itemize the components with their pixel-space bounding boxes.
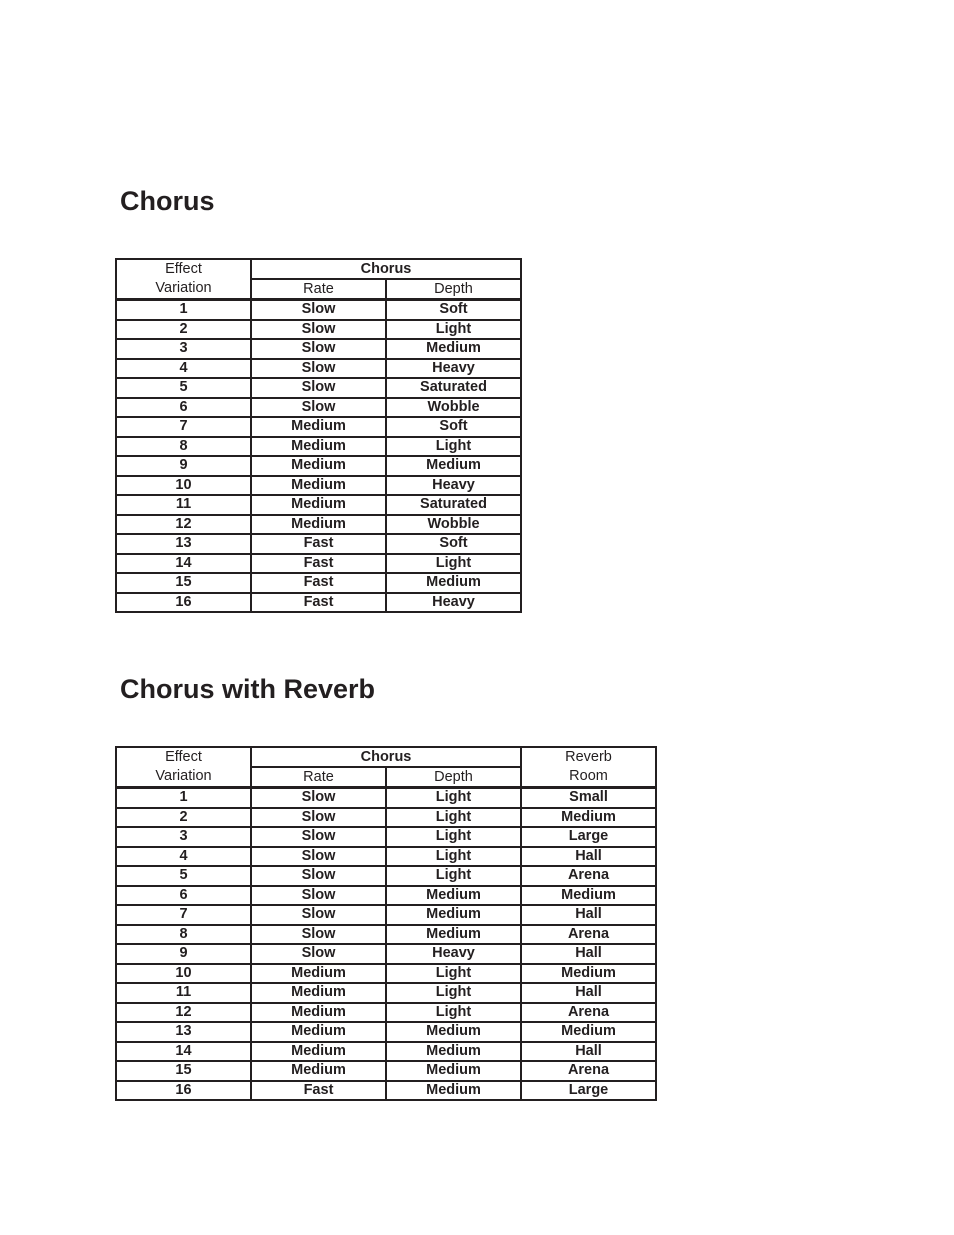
effect-variation-cell: 12: [116, 1003, 251, 1023]
depth-cell: Soft: [386, 300, 521, 320]
chorus-group-header: Chorus: [251, 259, 521, 279]
rate-cell: Slow: [251, 788, 386, 808]
chorus-table-body: [116, 300, 521, 613]
depth-header: Depth: [386, 279, 521, 300]
effect-variation-cell: 2: [116, 808, 251, 828]
depth-cell: Medium: [386, 1022, 521, 1042]
effect-variation-cell: 14: [116, 1042, 251, 1062]
table-row: [116, 437, 521, 457]
effect-variation-cell: 4: [116, 359, 251, 379]
chorus-reverb-section-title: Chorus with Reverb: [120, 674, 376, 704]
effect-variation-cell: 8: [116, 925, 251, 945]
effect-variation-cell: 6: [116, 886, 251, 906]
reverb-header-line2: Room: [521, 767, 656, 788]
rate-cell: Slow: [251, 398, 386, 418]
effect-variation-cell: 15: [116, 1061, 251, 1081]
table-row: [116, 964, 656, 984]
effect-variation-cell: 1: [116, 300, 251, 320]
effect-variation-cell: 3: [116, 339, 251, 359]
table-row: [116, 495, 521, 515]
reverb-room-cell: Large: [521, 1081, 656, 1101]
effect-variation-cell: 11: [116, 495, 251, 515]
depth-cell: Medium: [386, 1061, 521, 1081]
chorus-reverb-table: [115, 746, 657, 1101]
depth-cell: Saturated: [386, 378, 521, 398]
reverb-room-cell: Large: [521, 827, 656, 847]
rate-cell: Medium: [251, 983, 386, 1003]
table-row: [116, 320, 521, 340]
effect-variation-cell: 15: [116, 573, 251, 593]
depth-cell: Medium: [386, 886, 521, 906]
rate-cell: Slow: [251, 320, 386, 340]
effect-variation-cell: 2: [116, 320, 251, 340]
chorus-reverb-table-body: [116, 788, 656, 1101]
depth-cell: Medium: [386, 905, 521, 925]
rate-cell: Medium: [251, 417, 386, 437]
depth-cell: Medium: [386, 925, 521, 945]
table-row: [116, 456, 521, 476]
reverb-room-cell: Small: [521, 788, 656, 808]
depth-cell: Light: [386, 827, 521, 847]
effect-variation-cell: 10: [116, 476, 251, 496]
rate-cell: Fast: [251, 554, 386, 574]
effect-variation-cell: 8: [116, 437, 251, 457]
depth-cell: Medium: [386, 456, 521, 476]
rate-cell: Fast: [251, 1081, 386, 1101]
rate-cell: Fast: [251, 534, 386, 554]
reverb-room-cell: Arena: [521, 1003, 656, 1023]
depth-cell: Soft: [386, 417, 521, 437]
rate-cell: Medium: [251, 437, 386, 457]
reverb-room-cell: Medium: [521, 1022, 656, 1042]
depth-cell: Light: [386, 554, 521, 574]
rate-cell: Slow: [251, 944, 386, 964]
depth-cell: Light: [386, 983, 521, 1003]
table-row: [116, 827, 656, 847]
effect-variation-cell: 13: [116, 534, 251, 554]
rate-cell: Slow: [251, 808, 386, 828]
depth-cell: Medium: [386, 1081, 521, 1101]
table-row: [116, 1003, 656, 1023]
rate-cell: Fast: [251, 573, 386, 593]
effect-variation-cell: 14: [116, 554, 251, 574]
depth-header: Depth: [386, 767, 521, 788]
table-row: [116, 359, 521, 379]
depth-cell: Heavy: [386, 476, 521, 496]
table-row: [116, 593, 521, 613]
reverb-room-cell: Hall: [521, 847, 656, 867]
reverb-room-cell: Hall: [521, 983, 656, 1003]
table-row: [116, 866, 656, 886]
effect-variation-cell: 7: [116, 417, 251, 437]
depth-cell: Medium: [386, 339, 521, 359]
table-row: [116, 983, 656, 1003]
rate-cell: Medium: [251, 964, 386, 984]
rate-cell: Medium: [251, 1061, 386, 1081]
rate-cell: Medium: [251, 1003, 386, 1023]
effect-variation-cell: 4: [116, 847, 251, 867]
rate-cell: Medium: [251, 495, 386, 515]
depth-cell: Light: [386, 788, 521, 808]
rate-cell: Medium: [251, 456, 386, 476]
table-row: [116, 905, 656, 925]
reverb-room-cell: Arena: [521, 866, 656, 886]
effect-header-line2: Variation: [116, 767, 251, 788]
table-row: [116, 300, 521, 320]
depth-cell: Light: [386, 964, 521, 984]
effect-variation-cell: 3: [116, 827, 251, 847]
effect-variation-cell: 1: [116, 788, 251, 808]
chorus-table: [115, 258, 522, 613]
table-row: [116, 1081, 656, 1101]
table-row: [116, 476, 521, 496]
reverb-room-cell: Medium: [521, 964, 656, 984]
depth-cell: Light: [386, 437, 521, 457]
rate-cell: Medium: [251, 476, 386, 496]
table-row: [116, 515, 521, 535]
effect-variation-cell: 16: [116, 593, 251, 613]
effect-header-line1: Effect: [116, 747, 251, 767]
table-row: [116, 1042, 656, 1062]
rate-cell: Slow: [251, 827, 386, 847]
effect-variation-cell: 5: [116, 378, 251, 398]
reverb-room-cell: Hall: [521, 905, 656, 925]
table-row: [116, 1022, 656, 1042]
depth-cell: Heavy: [386, 359, 521, 379]
rate-header: Rate: [251, 767, 386, 788]
effect-variation-cell: 11: [116, 983, 251, 1003]
reverb-header-line1: Reverb: [521, 747, 656, 767]
rate-cell: Slow: [251, 925, 386, 945]
depth-cell: Wobble: [386, 398, 521, 418]
reverb-room-cell: Hall: [521, 944, 656, 964]
rate-cell: Slow: [251, 905, 386, 925]
table-row: [116, 925, 656, 945]
table-row: [116, 573, 521, 593]
rate-cell: Slow: [251, 339, 386, 359]
table-row: [116, 339, 521, 359]
rate-cell: Medium: [251, 1022, 386, 1042]
depth-cell: Soft: [386, 534, 521, 554]
table-row: [116, 944, 656, 964]
rate-cell: Slow: [251, 866, 386, 886]
rate-cell: Slow: [251, 847, 386, 867]
depth-cell: Wobble: [386, 515, 521, 535]
table-row: [116, 1061, 656, 1081]
effect-variation-cell: 6: [116, 398, 251, 418]
table-row: [116, 847, 656, 867]
effect-variation-cell: 7: [116, 905, 251, 925]
rate-cell: Slow: [251, 886, 386, 906]
depth-cell: Light: [386, 1003, 521, 1023]
depth-cell: Light: [386, 866, 521, 886]
table-row: [116, 788, 656, 808]
table-row: [116, 398, 521, 418]
effect-header-line2: Variation: [116, 279, 251, 300]
depth-cell: Light: [386, 808, 521, 828]
effect-variation-cell: 9: [116, 456, 251, 476]
table-row: [116, 378, 521, 398]
depth-cell: Heavy: [386, 593, 521, 613]
table-row: [116, 534, 521, 554]
depth-cell: Medium: [386, 573, 521, 593]
depth-cell: Medium: [386, 1042, 521, 1062]
reverb-room-cell: Medium: [521, 808, 656, 828]
depth-cell: Light: [386, 847, 521, 867]
rate-cell: Fast: [251, 593, 386, 613]
reverb-room-cell: Arena: [521, 1061, 656, 1081]
effect-variation-cell: 10: [116, 964, 251, 984]
rate-cell: Medium: [251, 515, 386, 535]
depth-cell: Heavy: [386, 944, 521, 964]
table-row: [116, 886, 656, 906]
effect-variation-cell: 13: [116, 1022, 251, 1042]
reverb-room-cell: Medium: [521, 886, 656, 906]
depth-cell: Light: [386, 320, 521, 340]
table-row: [116, 808, 656, 828]
rate-cell: Slow: [251, 359, 386, 379]
effect-header-line1: Effect: [116, 259, 251, 279]
depth-cell: Saturated: [386, 495, 521, 515]
effect-variation-cell: 9: [116, 944, 251, 964]
effect-variation-cell: 5: [116, 866, 251, 886]
rate-cell: Slow: [251, 378, 386, 398]
rate-cell: Medium: [251, 1042, 386, 1062]
effect-variation-cell: 12: [116, 515, 251, 535]
table-row: [116, 417, 521, 437]
chorus-section-title: Chorus: [120, 186, 215, 216]
reverb-room-cell: Hall: [521, 1042, 656, 1062]
effect-variation-cell: 16: [116, 1081, 251, 1101]
reverb-room-cell: Arena: [521, 925, 656, 945]
table-row: [116, 554, 521, 574]
chorus-group-header: Chorus: [251, 747, 521, 767]
rate-header: Rate: [251, 279, 386, 300]
rate-cell: Slow: [251, 300, 386, 320]
